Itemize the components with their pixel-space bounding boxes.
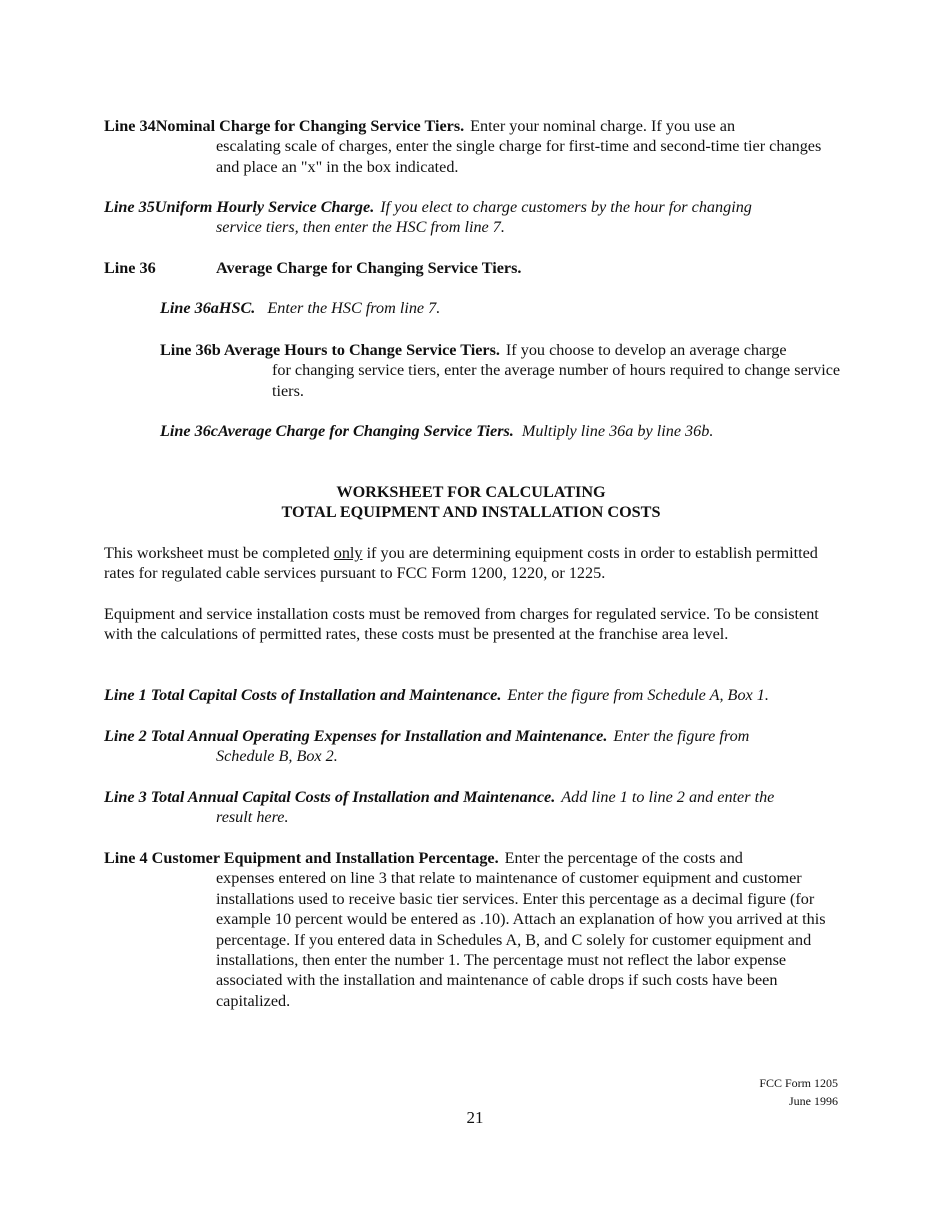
form-date: June 1996 [789, 1094, 838, 1108]
line-36-entry [104, 258, 844, 278]
line-36c-text: Multiply line 36a by line 36b. [521, 422, 714, 440]
line-3-label: Line 3 Total Annual Capital Costs of Installation and Maintenance. [104, 788, 556, 806]
line-2-text-rest: Schedule B, Box 2. [216, 747, 338, 766]
worksheet-paragraph-2: Equipment and service installation costs must be removed from charges for regulated service. To be consistent with the calculations of permitted rates, these costs must be presented at the franchise area level. [104, 605, 819, 644]
line-36b-text-rest: for changing service tiers, enter the average number of hours required to change service tiers. [272, 361, 841, 400]
line-4-entry [104, 848, 844, 1011]
worksheet-heading-line-2: TOTAL EQUIPMENT AND INSTALLATION COSTS [281, 503, 661, 522]
worksheet-heading-line-1: WORKSHEET FOR CALCULATING [336, 483, 606, 501]
line-36b-entry [160, 340, 844, 401]
line-35-entry [104, 197, 844, 238]
line-1-text: Enter the figure from Schedule A, Box 1. [507, 686, 769, 704]
line-36b-text-first: If you choose to develop an average charge [505, 341, 787, 359]
line-2-text-first: Enter the figure from [613, 727, 750, 745]
line-36b-label: Line 36b Average Hours to Change Service Tiers. [160, 341, 500, 359]
line-3-text-rest: result here. [216, 808, 289, 827]
line-4-text-first: Enter the percentage of the costs and [504, 849, 743, 867]
line-1-label: Line 1 Total Capital Costs of Installation and Maintenance. [104, 686, 502, 704]
line-4-text-rest: expenses entered on line 3 that relate to maintenance of customer equipment and customer installations used to receive basic tier services. Enter this percentage as a decimal figure (for example 10 percent would be entered as .10). Attach an explanation of how you arrived at this percentage. If you entered data in Schedules A, B, and C solely for customer equipment and installations, then enter the number 1. The percentage must not reflect the labor expense associated with the installation and maintenance of cable drops if such costs have been capitalized. [216, 869, 826, 1010]
line-36-label: Line 36 [104, 259, 156, 277]
line-2-entry [104, 726, 844, 767]
form-name: FCC Form 1205 [759, 1076, 838, 1090]
line-1-entry [104, 685, 844, 705]
line-34-entry [104, 116, 844, 177]
paragraph-1-before: This worksheet must be completed [104, 544, 334, 562]
line-36-title: Average Charge for Changing Service Tiers. [216, 259, 522, 277]
line-35-text-first: If you elect to charge customers by the hour for changing [380, 198, 752, 216]
worksheet-heading [104, 482, 838, 523]
line-36a-entry [160, 298, 844, 318]
line-36c-entry [160, 421, 844, 441]
paragraph-1-after: if you are determining equipment costs in order to establish permitted rates for regulated cable services pursuant to FCC Form 1200, 1220, or 1225. [104, 544, 818, 583]
line-36a-text: Enter the HSC from line 7. [267, 299, 441, 317]
page-number: 21 [466, 1108, 484, 1127]
paragraph-1-underlined: only [333, 544, 363, 562]
line-36a-label: Line 36aHSC. [160, 299, 256, 317]
line-4-label: Line 4 Customer Equipment and Installation Percentage. [104, 849, 499, 867]
line-35-text-rest: service tiers, then enter the HSC from line 7. [216, 218, 505, 237]
line-34-text-rest: escalating scale of charges, enter the single charge for first-time and second-time tier changes and place an "x" in the box indicated. [216, 137, 822, 176]
line-3-text-first: Add line 1 to line 2 and enter the [561, 788, 775, 806]
line-34-label: Line 34Nominal Charge for Changing Service Tiers. [104, 117, 465, 135]
line-36c-label: Line 36cAverage Charge for Changing Service Tiers. [160, 422, 514, 440]
line-35-label: Line 35Uniform Hourly Service Charge. [104, 198, 375, 216]
form-identifier [759, 1074, 838, 1110]
line-2-label: Line 2 Total Annual Operating Expenses for Installation and Maintenance. [104, 727, 608, 745]
line-3-entry [104, 787, 844, 828]
worksheet-paragraph-1 [104, 543, 844, 584]
line-34-text-first: Enter your nominal charge. If you use an [470, 117, 736, 135]
